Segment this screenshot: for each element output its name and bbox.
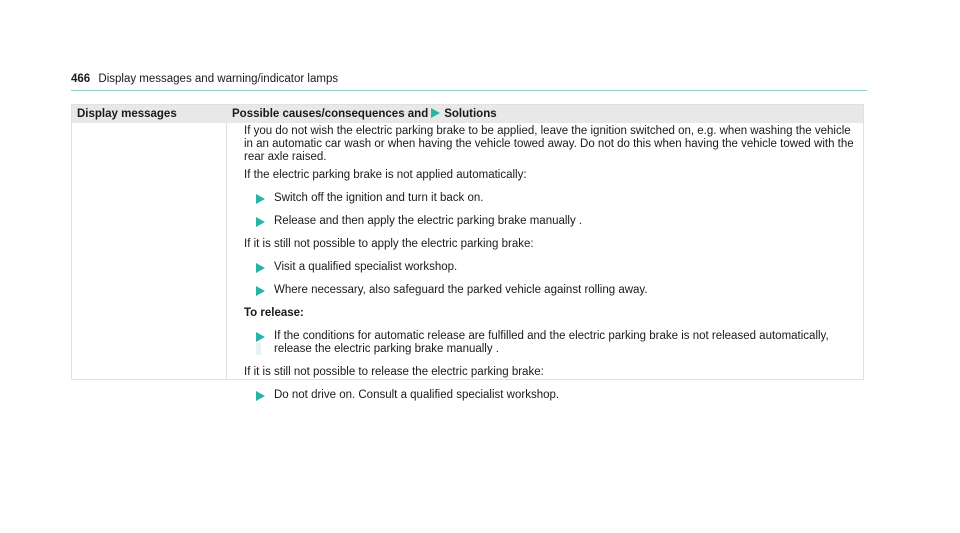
list-item: [244, 284, 856, 297]
col-header-causes-text: Possible causes/consequences and: [232, 108, 429, 120]
list-item: [244, 192, 856, 205]
paragraph-still-not-apply: If it is still not possible to apply the electric parking brake:: [244, 238, 534, 250]
bullet-text: Switch off the ignition and turn it back on.: [274, 192, 484, 204]
play-triangle-icon: [256, 217, 265, 227]
bullet-text: Where necessary, also safeguard the parked vehicle against rolling away.: [274, 284, 648, 296]
play-triangle-icon: [256, 332, 265, 342]
paragraph-not-applied: If the electric parking brake is not applied automatically:: [244, 169, 527, 181]
paragraph-still-not-release: If it is still not possible to release the electric parking brake:: [244, 366, 544, 378]
list-item: [244, 389, 856, 402]
list-item: [244, 330, 856, 356]
messages-table: [71, 104, 864, 401]
col-header-causes-solutions: [232, 105, 497, 123]
page-number: 466: [71, 73, 91, 85]
play-triangle-icon: [256, 194, 265, 204]
continuation-bar: [256, 343, 261, 355]
table-header: [72, 105, 863, 123]
bullet-text: If the conditions for automatic release are fulfilled and the electric parking brake is not released automatically, release the electric parking brake manually .: [274, 330, 829, 355]
column-divider: [226, 123, 227, 379]
page-header: [71, 72, 867, 91]
subheading-to-release: To release:: [244, 307, 304, 319]
page-title: Display messages and warning/indicator lamps: [98, 73, 339, 85]
col-header-solutions-text: Solutions: [444, 108, 497, 120]
play-triangle-icon: [256, 263, 265, 273]
play-triangle-icon: [431, 108, 440, 118]
bullet-text: Release and then apply the electric parking brake manually .: [274, 215, 583, 227]
play-triangle-icon: [256, 286, 265, 296]
bullet-text: Visit a qualified specialist workshop.: [274, 261, 458, 273]
bullet-text: Do not drive on. Consult a qualified specialist workshop.: [274, 389, 560, 401]
col-header-display-messages: Display messages: [77, 108, 177, 120]
list-item: [244, 261, 856, 274]
paragraph-wash-tow: If you do not wish the electric parking brake to be applied, leave the ignition switched on, e.g. when washing the vehicle in an automatic car wash or when having the vehicle towed away. Do not do this when having the vehicle towed with the rear axle raised.: [244, 125, 854, 163]
solutions-cell: [244, 125, 856, 402]
play-triangle-icon: [256, 391, 265, 401]
list-item: [244, 215, 856, 228]
